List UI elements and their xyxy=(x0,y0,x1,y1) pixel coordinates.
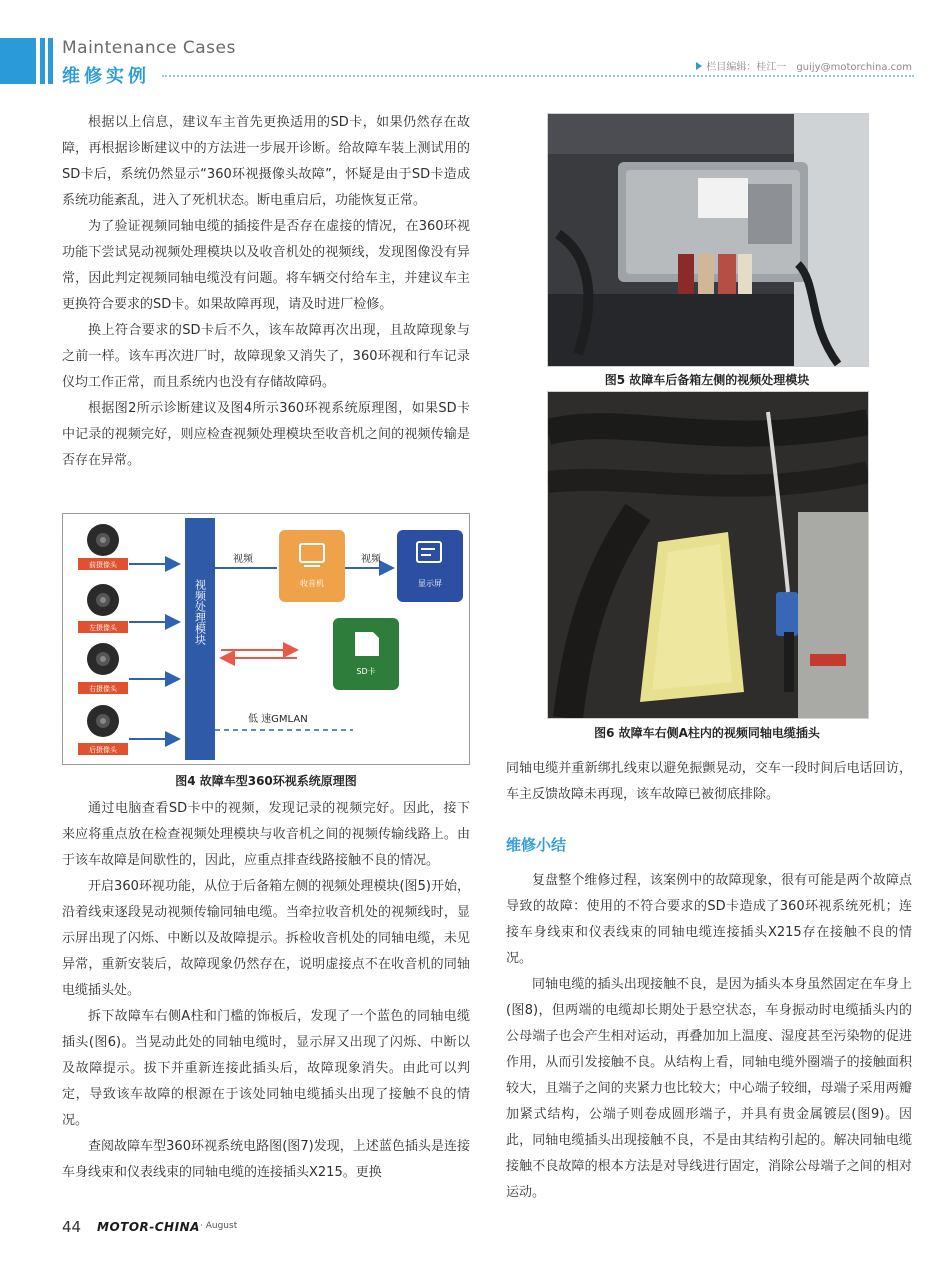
paragraph: 查阅故障车型360环视系统电路图(图7)发现，上述蓝色插头是连接车身线束和仪表线束的同轴电缆的连接插头X215。更换 xyxy=(62,1139,470,1180)
paragraph: 同轴电缆并重新绑扎线束以避免振颤晃动，交车一段时间后电话回访，车主反馈故障未再现，该车故障已被彻底排除。 xyxy=(506,761,912,802)
radio-label: 收音机 xyxy=(300,579,324,588)
camera-right-label: 右摄像头 xyxy=(89,685,117,693)
video-label-2: 视频 xyxy=(361,554,381,565)
left-column-top xyxy=(62,110,470,474)
sd-card-box xyxy=(333,618,399,690)
camera-front-label: 前摄像头 xyxy=(89,561,117,569)
coax-connector-photo xyxy=(548,392,868,718)
camera-left xyxy=(78,584,179,633)
section-title-en: Maintenance Cases xyxy=(62,38,236,58)
figure-5-caption: 图5 故障车后备箱左侧的视频处理模块 xyxy=(604,373,810,387)
camera-left-label: 左摄像头 xyxy=(89,624,117,632)
camera-right xyxy=(78,643,179,694)
figure-5-photo xyxy=(547,113,869,367)
magazine-name: MOTOR-CHINA xyxy=(97,1220,200,1234)
figure-4-diagram xyxy=(62,513,470,765)
paragraph: 同轴电缆的插头出现接触不良，是因为插头本身虽然固定在车身上(图8)，但两端的电缆却长期处于悬空状态，车身振动时电缆插头内的公母端子也会产生相对运动，再叠加加上温度、湿度甚至污染物的促进作用，从而引发接触不良。从结构上看，同轴电缆外圈端子的接触面积较大，且端子之间的夹紧力也比较大；中心端子较细，母端子采用两瓣加紧式结构，公端子则卷成圆形端子，并具有贵金属镀层(图9)。因此，同轴电缆插头出现接触不良，不是由其结构引起的。解决同轴电缆接触不良故障的根本方法是对导线进行固定，消除公母端子之间的相对运动。 xyxy=(506,977,912,1200)
summary-heading: 维修小结 xyxy=(506,836,567,854)
figure-6-photo xyxy=(547,391,869,719)
camera-rear-label: 后摄像头 xyxy=(89,746,117,754)
camera-front xyxy=(78,524,179,570)
right-column xyxy=(506,756,912,1206)
paragraph: 根据图2所示诊断建议及图4所示360环视系统原理图，如果SD卡中记录的视频完好，则应检查视频处理模块至收音机之间的视频传输是否存在异常。 xyxy=(62,401,470,468)
page-number: 44 xyxy=(62,1218,82,1236)
header-logo-bars xyxy=(0,38,54,84)
camera-rear xyxy=(78,705,179,755)
display-box xyxy=(397,530,463,602)
paragraph: 换上符合要求的SD卡后不久，该车故障再次出现，且故障现象与之前一样。该车再次进厂时，故障现象又消失了，360环视和行车记录仪均工作正常，而且系统内也没有存储故障码。 xyxy=(62,323,470,390)
paragraph: 为了验证视频同轴电缆的插接件是否存在虚接的情况，在360环视功能下尝试晃动视频处理模块以及收音机处的视频线，发现图像没有异常，因此判定视频同轴电缆没有问题。将车辆交付给车主，并建议车主更换符合要求的SD卡。如果故障再现，请及时进厂检修。 xyxy=(62,219,470,312)
column-editor xyxy=(696,58,912,73)
module-label: 视频处理模块 xyxy=(193,579,207,645)
radio-box xyxy=(279,530,345,602)
paragraph: 开启360环视功能，从位于后备箱左侧的视频处理模块(图5)开始，沿着线束逐段晃动视频传输同轴电缆。当牵拉收音机处的视频线时，显示屏出现了闪烁、中断以及故障提示。拆检收音机处的同轴电缆，未见异常，重新安装后，故障现象仍然存在，说明虚接点不在收音机的同轴电缆插头处。 xyxy=(62,879,470,998)
system-schematic xyxy=(63,514,469,764)
display-label: 显示屏 xyxy=(418,579,442,588)
video-label-1: 视频 xyxy=(233,554,253,565)
issue-month: · August xyxy=(200,1221,238,1231)
left-column-bottom xyxy=(62,796,470,1186)
header-dotted-rule xyxy=(162,75,914,77)
figure-6-caption: 图6 故障车右侧A柱内的视频同轴电缆插头 xyxy=(594,726,820,740)
figure-4-caption: 图4 故障车型360环视系统原理图 xyxy=(175,774,357,788)
paragraph: 拆下故障车右侧A柱和门槛的饰板后，发现了一个蓝色的同轴电缆插头(图6)。当晃动此处的同轴电缆时，显示屏又出现了闪烁、中断以及故障提示。拔下并重新连接此插头后，故障现象消失。由此可以判定，导致该车故障的根源在于该处同轴电缆插头出现了接触不良的情况。 xyxy=(62,1009,470,1128)
video-processing-module xyxy=(185,518,215,760)
paragraph: 通过电脑查看SD卡中的视频，发现记录的视频完好。因此，接下来应将重点放在检查视频处理模块与收音机之间的视频传输线路上。由于该车故障是间歇性的，因此，应重点排查线路接触不良的情况。 xyxy=(62,801,470,868)
paragraph: 复盘整个维修过程，该案例中的故障现象，很有可能是两个故障点导致的故障：使用的不符合要求的SD卡造成了360环视系统死机；连接车身线束和仪表线束的同轴电缆连接插头X215存在接触不良的情况。 xyxy=(506,873,912,966)
column-editor-text: 栏目编辑：桂江一 guijy@motorchina.com xyxy=(706,62,912,73)
gmlan-label: 低 速GMLAN xyxy=(248,714,308,725)
triangle-icon xyxy=(696,62,702,70)
paragraph: 根据以上信息，建议车主首先更换适用的SD卡，如果仍然存在故障，再根据诊断建议中的方法进一步展开诊断。给故障车装上测试用的SD卡后，系统仍然显示“360环视摄像头故障”，怀疑是由于SD卡造成系统功能紊乱，进入了死机状态。断电重启后，功能恢复正常。 xyxy=(62,115,470,208)
video-module-photo xyxy=(548,114,868,366)
sd-label: SD卡 xyxy=(356,667,376,676)
section-title-cn: 维修实例 xyxy=(62,66,150,87)
